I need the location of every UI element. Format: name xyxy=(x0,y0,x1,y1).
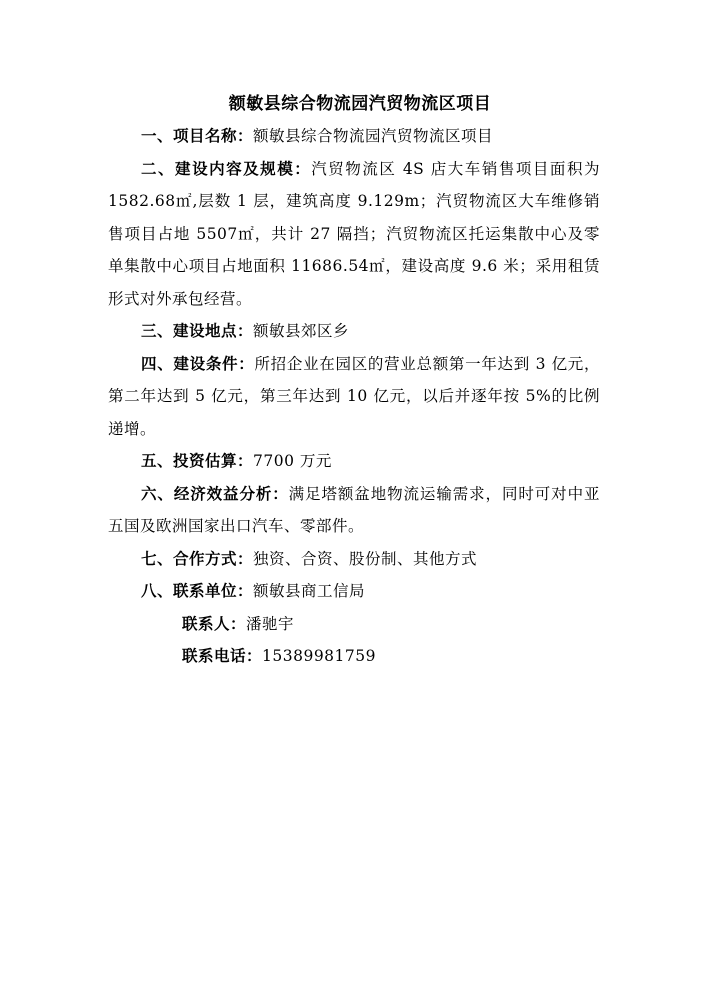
section-investment xyxy=(108,445,600,478)
section-label: 六、经济效益分析： xyxy=(141,484,289,503)
section-text: 所招企业在园区的营业总额第一年达到 3 亿元，第二年达到 5 亿元，第三年达到 10 亿元，以后并逐年按 5%的比例递增。 xyxy=(108,354,600,438)
contact-value: 15389981759 xyxy=(262,647,376,665)
section-construction-scale xyxy=(108,153,600,316)
section-label: 二、建设内容及规模： xyxy=(141,159,312,178)
section-label: 五、投资估算： xyxy=(141,452,254,470)
section-conditions xyxy=(108,348,600,446)
section-label: 四、建设条件： xyxy=(141,354,255,373)
section-contact-unit xyxy=(108,575,600,608)
section-text: 额敏县商工信局 xyxy=(253,582,366,600)
contact-value: 潘驰宇 xyxy=(246,614,295,633)
section-benefit-analysis xyxy=(108,478,600,543)
section-text: 额敏县郊区乡 xyxy=(253,322,350,340)
section-label: 八、联系单位： xyxy=(141,582,254,600)
contact-label: 联系人： xyxy=(182,614,247,633)
section-location xyxy=(108,315,600,348)
contact-label: 联系电话： xyxy=(182,647,263,665)
document-title: 额敏县综合物流园汽贸物流区项目 xyxy=(228,94,492,114)
section-cooperation xyxy=(108,543,600,576)
section-text: 满足塔额盆地物流运输需求，同时可对中亚五国及欧洲国家出口汽车、零部件。 xyxy=(108,484,600,535)
section-text: 7700 万元 xyxy=(253,452,332,470)
contact-person xyxy=(108,608,600,641)
document-page xyxy=(108,88,600,673)
contact-phone xyxy=(108,640,600,673)
section-label: 七、合作方式： xyxy=(141,549,254,568)
section-label: 一、项目名称： xyxy=(141,127,254,145)
section-text: 额敏县综合物流园汽贸物流区项目 xyxy=(253,127,494,145)
section-label: 三、建设地点： xyxy=(141,322,254,340)
section-project-name xyxy=(108,120,600,153)
section-text: 汽贸物流区 4S 店大车销售项目面积为 1582.68㎡,层数 1 层，建筑高度 9.129m；汽贸物流区大车维修销售项目占地 5507㎡，共计 27 隔挡；汽贸物流区托运集散中心及零单集散中心项目占地面积 11686.54㎡，建设高度 9.6 米；采用租赁形式对外承包经营。 xyxy=(108,159,600,308)
section-text: 独资、合资、股份制、其他方式 xyxy=(253,549,478,568)
